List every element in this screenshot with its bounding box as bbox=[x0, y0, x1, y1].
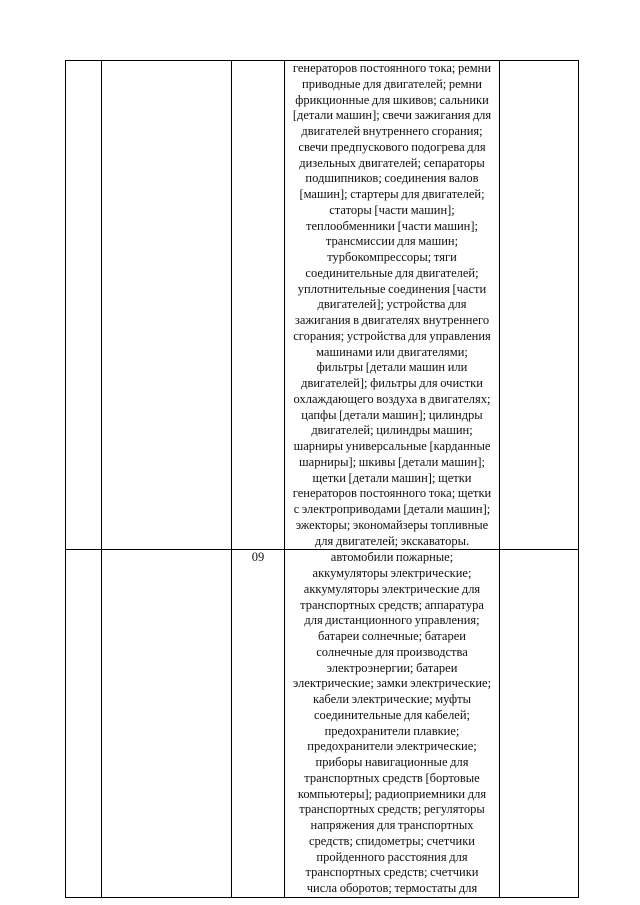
goods-text-line: аккумуляторы электрические для bbox=[303, 581, 481, 596]
goods-text-line: числа оборотов; термостаты для bbox=[306, 881, 478, 895]
goods-text-line: фильтры [детали машин или bbox=[316, 360, 468, 375]
class-code-cell: 09 bbox=[232, 550, 285, 898]
goods-text-line: зажигания в двигателях внутреннего bbox=[294, 313, 490, 327]
goods-text-line: щетки [детали машин]; щетки bbox=[312, 470, 472, 485]
goods-text-line: двигателей]; фильтры для очистки bbox=[301, 376, 483, 390]
goods-text-line: транспортных средств; аппаратура bbox=[300, 597, 484, 612]
goods-text-line: соединительные для двигателей; bbox=[305, 265, 479, 280]
goods-text-line: компьютеры]; радиоприемники для bbox=[297, 786, 487, 801]
goods-text-line: предохранители плавкие; bbox=[324, 723, 460, 738]
goods-text-line: двигателей внутреннего сгорания; bbox=[301, 124, 483, 138]
table-row bbox=[66, 550, 579, 898]
row-number-cell bbox=[66, 550, 102, 898]
goods-text-line: для двигателей; экскаваторы. bbox=[314, 533, 470, 548]
goods-text-line: статоры [части машин]; bbox=[329, 202, 455, 217]
notes-cell bbox=[500, 550, 579, 898]
goods-text-line: предохранители электрические; bbox=[307, 739, 477, 754]
goods-text-line: двигателей; цилиндры машин; bbox=[311, 423, 473, 438]
goods-text-line: охлаждающего воздуха в двигателях; bbox=[293, 391, 491, 406]
goods-text-line: с электроприводами [детали машин]; bbox=[293, 502, 491, 516]
notes-cell bbox=[500, 61, 579, 550]
goods-text-line: электроэнергии; батареи bbox=[326, 660, 458, 675]
goods-text-line: фрикционные для шкивов; сальники bbox=[295, 92, 489, 107]
goods-text-line: уплотнительные соединения [части bbox=[297, 281, 487, 296]
trademark-cell bbox=[102, 550, 232, 898]
goods-text-line: приводные для двигателей; ремни bbox=[302, 76, 482, 91]
goods-text-line: дизельных двигателей; сепараторы bbox=[299, 155, 485, 170]
goods-text-line: свечи предпускового подогрева для bbox=[298, 139, 486, 154]
goods-text-line: пройденного расстояния для bbox=[316, 849, 468, 864]
goods-text-line: приборы навигационные для bbox=[315, 755, 469, 769]
row-number-cell bbox=[66, 61, 102, 550]
goods-text-line: эжекторы; экономайзеры топливные bbox=[295, 517, 489, 532]
goods-list-cell bbox=[285, 61, 500, 550]
goods-text-line: сгорания; устройства для управления bbox=[293, 328, 491, 343]
goods-text-line: трансмиссии для машин; bbox=[325, 234, 459, 249]
goods-text-line: шарниры]; шкивы [детали машин]; bbox=[299, 454, 485, 469]
goods-text-line: машинами или двигателями; bbox=[316, 344, 468, 359]
goods-text-line: теплообменники [части машин]; bbox=[306, 218, 478, 233]
goods-text-line: генераторов постоянного тока; щетки bbox=[292, 486, 492, 501]
goods-text-line: генераторов постоянного тока; ремни bbox=[292, 61, 492, 75]
goods-text-line: солнечные для производства bbox=[316, 644, 468, 659]
goods-text-line: цапфы [детали машин]; цилиндры bbox=[301, 407, 483, 422]
goods-text-line: транспортных средств [бортовые bbox=[304, 770, 480, 785]
goods-text-line: электрические; замки электрические; bbox=[292, 676, 492, 691]
goods-text-line: аккумуляторы электрические; bbox=[312, 566, 472, 580]
goods-list-cell bbox=[285, 550, 500, 898]
table-row bbox=[66, 61, 579, 550]
goods-text-line: подшипников; соединения валов bbox=[305, 171, 479, 186]
trademark-cell bbox=[102, 61, 232, 550]
goods-text-line: батареи солнечные; батареи bbox=[318, 629, 466, 643]
goods-text-line: транспортных средств; регуляторы bbox=[299, 802, 485, 817]
class-code-cell bbox=[232, 61, 285, 550]
goods-text-line: соединительные для кабелей; bbox=[313, 707, 471, 722]
goods-text-line: для дистанционного управления; bbox=[304, 613, 480, 628]
goods-text-line: двигателей]; устройства для bbox=[317, 297, 467, 312]
goods-text-line: напряжения для транспортных bbox=[310, 818, 474, 832]
goods-text-line: [детали машин]; свечи зажигания для bbox=[292, 108, 492, 123]
goods-text-line: транспортных средств; счетчики bbox=[305, 865, 479, 880]
goods-text-line: автомобили пожарные; bbox=[330, 550, 454, 565]
goods-text-line: кабели электрические; муфты bbox=[312, 692, 472, 706]
goods-text-line: [машин]; стартеры для двигателей; bbox=[299, 187, 485, 201]
goods-text-line: средств; спидометры; счетчики bbox=[308, 833, 475, 848]
goods-classification-table bbox=[65, 60, 579, 898]
goods-text-line: шарниры универсальные [карданные bbox=[293, 439, 491, 453]
goods-text-line: турбокомпрессоры; тяги bbox=[327, 250, 457, 264]
